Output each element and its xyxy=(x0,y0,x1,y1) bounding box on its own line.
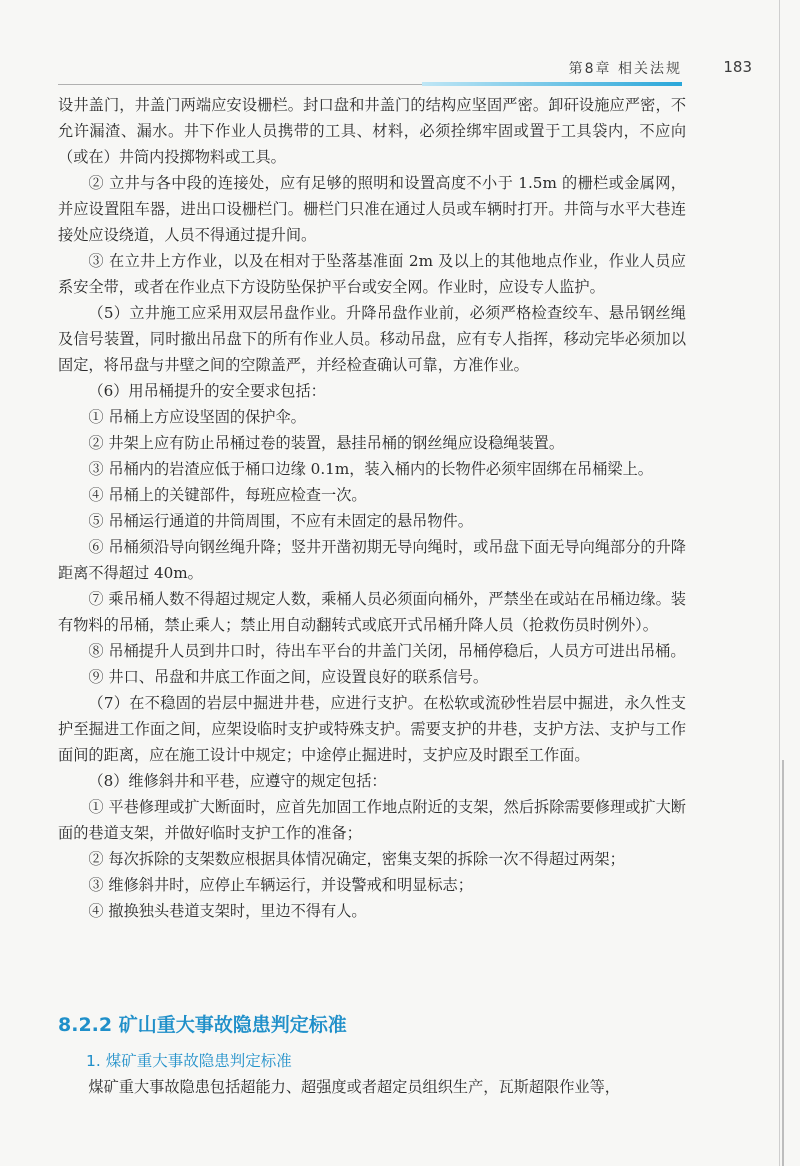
paragraph: ② 立井与各中段的连接处，应有足够的照明和设置高度不小于 1.5m 的栅栏或金属网，并应设置阻车器，进出口设栅栏门。栅栏门只准在通过人员或车辆时打开。井筒与水平大巷连接处应设绕道，人员不得通过提升间。 xyxy=(58,174,686,244)
paragraph: （6）用吊桶提升的安全要求包括： xyxy=(88,382,326,400)
paragraph: ③ 在立井上方作业，以及在相对于坠落基准面 2m 及以上的其他地点作业，作业人员应系安全带，或者在作业点下方设防坠保护平台或安全网。作业时，应设专人监护。 xyxy=(58,252,686,296)
section-heading: 8.2.2 矿山重大事故隐患判定标准 xyxy=(58,1014,347,1036)
paragraph: ④ 吊桶上的关键部件，每班应检查一次。 xyxy=(88,486,367,504)
paragraph: （5）立井施工应采用双层吊盘作业。升降吊盘作业前，必须严格检查绞车、悬吊钢丝绳及信号装置，同时撤出吊盘下的所有作业人员。移动吊盘，应有专人指挥，移动完毕必须加以固定，将吊盘与井壁之间的空隙盖严，并经检查确认可靠，方准作业。 xyxy=(58,304,686,374)
paragraph: ⑧ 吊桶提升人员到井口时，待出车平台的井盖门关闭，吊桶停稳后，人员方可进出吊桶。 xyxy=(88,642,686,660)
paragraph: 煤矿重大事故隐患包括超能力、超强度或者超定员组织生产，瓦斯超限作业等， xyxy=(88,1078,620,1096)
paragraph: ① 平巷修理或扩大断面时，应首先加固工作地点附近的支架，然后拆除需要修理或扩大断面的巷道支架，并做好临时支护工作的准备； xyxy=(58,798,686,842)
paragraph: ⑨ 井口、吊盘和井底工作面之间，应设置良好的联系信号。 xyxy=(88,668,489,686)
paragraph: ③ 吊桶内的岩渣应低于桶口边缘 0.1m，装入桶内的长物件必须牢固绑在吊桶梁上。 xyxy=(88,460,653,478)
running-header xyxy=(0,0,800,84)
page-edge-line xyxy=(779,0,780,1166)
chapter-title: 第8章 相关法规 xyxy=(568,61,682,77)
paragraph: ② 每次拆除的支架数应根据具体情况确定，密集支架的拆除一次不得超过两架； xyxy=(88,850,625,868)
paragraph: ② 井架上应有防止吊桶过卷的装置，悬挂吊桶的钢丝绳应设稳绳装置。 xyxy=(88,434,565,452)
paragraph: ① 吊桶上方应设坚固的保护伞。 xyxy=(88,408,306,426)
paragraph: （7）在不稳固的岩层中掘进井巷，应进行支护。在松软或流砂性岩层中掘进，永久性支护至掘进工作面之间，应架设临时支护或特殊支护。需要支护的井巷，支护方法、支护与工作面间的距离，应在施工设计中规定；中途停止掘进时，支护应及时跟至工作面。 xyxy=(58,694,686,764)
paragraph: ⑤ 吊桶运行通道的井筒周围，不应有未固定的悬吊物件。 xyxy=(88,512,473,530)
paragraph: ④ 撤换独头巷道支架时，里边不得有人。 xyxy=(88,902,367,920)
paragraph: ⑦ 乘吊桶人数不得超过规定人数，乘桶人员必须面向桶外，严禁坐在或站在吊桶边缘。装有物料的吊桶，禁止乘人；禁止用自动翻转式或底开式吊桶升降人员（抢救伤员时例外）。 xyxy=(58,590,686,634)
page-edge-shadow xyxy=(782,760,784,1166)
subsection-heading: 1. 煤矿重大事故隐患判定标准 xyxy=(86,1052,292,1070)
paragraph: 设井盖门，井盖门两端应安设栅栏。封口盘和井盖门的结构应坚固严密。卸矸设施应严密，不允许漏渣、漏水。井下作业人员携带的工具、材料，必须拴绑牢固或置于工具袋内，不应向（或在）井筒内投掷物料或工具。 xyxy=(58,96,686,166)
body-text xyxy=(58,92,686,924)
paragraph: ⑥ 吊桶须沿导向钢丝绳升降；竖井开凿初期无导向绳时，或吊盘下面无导向绳部分的升降距离不得超过 40m。 xyxy=(58,538,686,582)
paragraph: （8）维修斜井和平巷，应遵守的规定包括： xyxy=(88,772,387,790)
page-number: 183 xyxy=(723,58,752,76)
header-accent-bar xyxy=(422,82,682,86)
paragraph: ③ 维修斜井时，应停止车辆运行，并设警戒和明显标志； xyxy=(88,876,473,894)
